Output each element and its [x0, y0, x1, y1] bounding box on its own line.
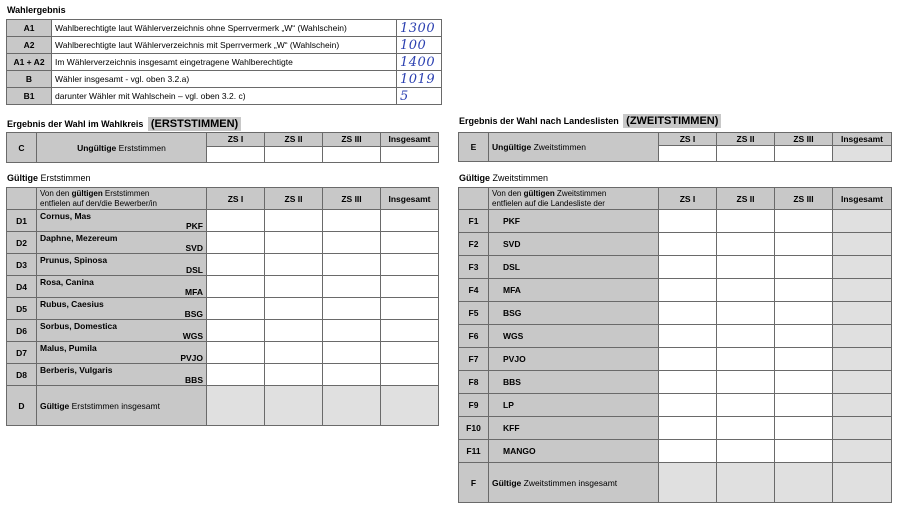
- party-list-zs2-input[interactable]: [717, 256, 775, 279]
- candidate-cell: [37, 364, 207, 386]
- candidate-total-input[interactable]: [381, 254, 439, 276]
- erst-c-zs2-input[interactable]: [265, 146, 323, 162]
- party-list-name: WGS: [489, 325, 659, 348]
- candidate-total-input[interactable]: [381, 298, 439, 320]
- zweit-header-label: Von den gültigen Zweitstimmen entfielen auf die Landesliste der: [489, 188, 659, 210]
- erst-c-col-1: ZS I: [207, 133, 265, 147]
- candidate-zs3-input[interactable]: [323, 298, 381, 320]
- wahlergebnis-table: [6, 19, 442, 105]
- wahl-value[interactable]: 1300: [397, 20, 442, 37]
- zweit-gueltige-label: Gültige Zweitstimmen: [459, 173, 549, 183]
- zweit-e-col-1: ZS I: [659, 133, 717, 146]
- party-list-name: DSL: [489, 256, 659, 279]
- erst-gueltige-table: [6, 187, 439, 426]
- candidate-name: Rubus, Caesius: [40, 299, 104, 309]
- erst-ungueltige-table: [6, 132, 439, 163]
- party-list-code: F9: [459, 394, 489, 417]
- party-list-total-input[interactable]: [833, 256, 892, 279]
- zweit-e-zs1-input[interactable]: [659, 145, 717, 161]
- candidate-total-input[interactable]: [381, 364, 439, 386]
- candidate-zs1-input[interactable]: [207, 342, 265, 364]
- party-list-total-input[interactable]: [833, 325, 892, 348]
- candidate-cell: [37, 342, 207, 364]
- party-list-zs3-input[interactable]: [775, 440, 833, 463]
- party-list-row: [459, 279, 892, 302]
- party-list-zs2-input[interactable]: [717, 417, 775, 440]
- zweit-col-3: ZS III: [775, 188, 833, 210]
- party-list-row: [459, 256, 892, 279]
- party-list-name: BSG: [489, 302, 659, 325]
- zweit-total-code: F: [459, 463, 489, 503]
- candidate-zs3-input[interactable]: [323, 320, 381, 342]
- party-list-code: F4: [459, 279, 489, 302]
- party-list-code: F8: [459, 371, 489, 394]
- party-list-zs3-input[interactable]: [775, 371, 833, 394]
- zweit-col-1: ZS I: [659, 188, 717, 210]
- candidate-code: D5: [7, 298, 37, 320]
- party-list-row: [459, 233, 892, 256]
- candidate-party: BBS: [185, 375, 203, 385]
- wahl-label: Wähler insgesamt - vgl. oben 3.2.a): [52, 71, 397, 88]
- candidate-name: Cornus, Mas: [40, 211, 92, 221]
- party-list-zs1-input[interactable]: [659, 417, 717, 440]
- wahl-value[interactable]: 5: [397, 88, 442, 105]
- erst-col-4: Insgesamt: [381, 188, 439, 210]
- candidate-row: [7, 320, 439, 342]
- wahl-label: Wahlberechtigte laut Wählerverzeichnis ohne Sperrvermerk „W“ (Wahlschein): [52, 20, 397, 37]
- candidate-code: D8: [7, 364, 37, 386]
- wahl-code: A2: [7, 37, 52, 54]
- candidate-cell: [37, 232, 207, 254]
- candidate-total-input[interactable]: [381, 232, 439, 254]
- candidate-code: D7: [7, 342, 37, 364]
- candidate-zs2-input[interactable]: [265, 320, 323, 342]
- party-list-zs2-input[interactable]: [717, 371, 775, 394]
- party-list-code: F6: [459, 325, 489, 348]
- party-list-zs2-input[interactable]: [717, 325, 775, 348]
- candidate-total-input[interactable]: [381, 320, 439, 342]
- party-list-row: [459, 371, 892, 394]
- candidate-total-input[interactable]: [381, 210, 439, 232]
- erst-total-zs1[interactable]: [207, 386, 265, 426]
- erst-title: Ergebnis der Wahl im Wahlkreis (ERSTSTIMMEN): [7, 114, 241, 132]
- party-list-total-input[interactable]: [833, 440, 892, 463]
- party-list-zs2-input[interactable]: [717, 394, 775, 417]
- party-list-name: PVJO: [489, 348, 659, 371]
- candidate-row: [7, 210, 439, 232]
- erst-c-zs1-input[interactable]: [207, 146, 265, 162]
- candidate-total-input[interactable]: [381, 342, 439, 364]
- party-list-total-input[interactable]: [833, 348, 892, 371]
- erst-col-2: ZS II: [265, 188, 323, 210]
- candidate-zs3-input[interactable]: [323, 254, 381, 276]
- wahlergebnis-row: [7, 71, 442, 88]
- candidate-zs1-input[interactable]: [207, 320, 265, 342]
- candidate-zs2-input[interactable]: [265, 276, 323, 298]
- zweit-e-col-2: ZS II: [717, 133, 775, 146]
- candidate-name: Malus, Pumila: [40, 343, 97, 353]
- candidate-cell: [37, 210, 207, 232]
- candidate-code: D3: [7, 254, 37, 276]
- candidate-party: MFA: [185, 287, 203, 297]
- party-list-name: BBS: [489, 371, 659, 394]
- party-list-name: MANGO: [489, 440, 659, 463]
- candidate-cell: [37, 254, 207, 276]
- wahl-value[interactable]: 100: [397, 37, 442, 54]
- zweit-ungueltige-table: [458, 132, 892, 162]
- candidate-cell: [37, 320, 207, 342]
- wahl-code: B1: [7, 88, 52, 105]
- party-list-zs1-input[interactable]: [659, 440, 717, 463]
- party-list-zs2-input[interactable]: [717, 348, 775, 371]
- candidate-name: Berberis, Vulgaris: [40, 365, 113, 375]
- party-list-name: PKF: [489, 210, 659, 233]
- party-list-zs1-input[interactable]: [659, 371, 717, 394]
- candidate-code: D6: [7, 320, 37, 342]
- candidate-zs2-input[interactable]: [265, 254, 323, 276]
- party-list-zs3-input[interactable]: [775, 394, 833, 417]
- party-list-zs3-input[interactable]: [775, 233, 833, 256]
- party-list-name: SVD: [489, 233, 659, 256]
- wahl-code: B: [7, 71, 52, 88]
- zweit-e-col-4: Insgesamt: [833, 133, 892, 146]
- zweit-e-zs3-input[interactable]: [775, 145, 833, 161]
- wahlergebnis-row: [7, 37, 442, 54]
- erst-c-zs3-input[interactable]: [323, 146, 381, 162]
- candidate-row: [7, 232, 439, 254]
- party-list-total-input[interactable]: [833, 279, 892, 302]
- candidate-zs3-input[interactable]: [323, 210, 381, 232]
- erst-col-1: ZS I: [207, 188, 265, 210]
- party-list-code: F3: [459, 256, 489, 279]
- candidate-cell: [37, 298, 207, 320]
- erst-c-col-3: ZS III: [323, 133, 381, 147]
- candidate-zs3-input[interactable]: [323, 364, 381, 386]
- candidate-row: [7, 342, 439, 364]
- wahlergebnis-row: [7, 20, 442, 37]
- party-list-zs3-input[interactable]: [775, 279, 833, 302]
- erst-total-zs3[interactable]: [323, 386, 381, 426]
- party-list-row: [459, 440, 892, 463]
- candidate-zs1-input[interactable]: [207, 276, 265, 298]
- party-list-row: [459, 210, 892, 233]
- party-list-name: KFF: [489, 417, 659, 440]
- party-list-zs2-input[interactable]: [717, 302, 775, 325]
- candidate-zs2-input[interactable]: [265, 210, 323, 232]
- zweit-e-label: Ungültige Zweitstimmen: [489, 133, 659, 162]
- zweit-total-zs2[interactable]: [717, 463, 775, 503]
- wahl-value[interactable]: 1400: [397, 54, 442, 71]
- zweit-e-total-input[interactable]: [833, 145, 892, 161]
- candidate-zs1-input[interactable]: [207, 254, 265, 276]
- candidate-code: D1: [7, 210, 37, 232]
- erst-total-sum[interactable]: [381, 386, 439, 426]
- candidate-zs1-input[interactable]: [207, 232, 265, 254]
- erst-c-col-2: ZS II: [265, 133, 323, 147]
- party-list-name: LP: [489, 394, 659, 417]
- candidate-party: PVJO: [180, 353, 203, 363]
- candidate-row: [7, 254, 439, 276]
- party-list-zs1-input[interactable]: [659, 233, 717, 256]
- candidate-row: [7, 276, 439, 298]
- candidate-zs3-input[interactable]: [323, 342, 381, 364]
- party-list-code: F10: [459, 417, 489, 440]
- candidate-zs1-input[interactable]: [207, 364, 265, 386]
- party-list-zs3-input[interactable]: [775, 325, 833, 348]
- party-list-zs2-input[interactable]: [717, 279, 775, 302]
- candidate-name: Rosa, Canina: [40, 277, 94, 287]
- party-list-zs1-input[interactable]: [659, 279, 717, 302]
- party-list-zs2-input[interactable]: [717, 233, 775, 256]
- zweit-e-col-3: ZS III: [775, 133, 833, 146]
- party-list-zs3-input[interactable]: [775, 256, 833, 279]
- zweit-total-label: Gültige Zweitstimmen insgesamt: [489, 463, 659, 503]
- candidate-party: BSG: [184, 309, 203, 319]
- party-list-zs1-input[interactable]: [659, 302, 717, 325]
- wahl-code: A1: [7, 20, 52, 37]
- party-list-total-input[interactable]: [833, 394, 892, 417]
- party-list-name: MFA: [489, 279, 659, 302]
- candidate-cell: [37, 276, 207, 298]
- candidate-party: DSL: [186, 265, 203, 275]
- erst-total-code: D: [7, 386, 37, 426]
- wahl-value[interactable]: 1019: [397, 71, 442, 88]
- zweit-title: Ergebnis der Wahl nach Landeslisten (ZWEITSTIMMEN): [459, 111, 721, 129]
- candidate-zs3-input[interactable]: [323, 232, 381, 254]
- candidate-zs1-input[interactable]: [207, 298, 265, 320]
- party-list-code: F5: [459, 302, 489, 325]
- wahl-code: A1 + A2: [7, 54, 52, 71]
- zweit-total-zs3[interactable]: [775, 463, 833, 503]
- erst-header-label: Von den gültigen Erststimmen entfielen auf den/die Bewerber/in: [37, 188, 207, 210]
- party-list-code: F1: [459, 210, 489, 233]
- party-list-code: F7: [459, 348, 489, 371]
- wahlergebnis-row: [7, 54, 442, 71]
- candidate-zs2-input[interactable]: [265, 364, 323, 386]
- party-list-row: [459, 302, 892, 325]
- zweit-col-2: ZS II: [717, 188, 775, 210]
- zweit-total-zs1[interactable]: [659, 463, 717, 503]
- candidate-zs3-input[interactable]: [323, 276, 381, 298]
- party-list-zs3-input[interactable]: [775, 417, 833, 440]
- party-list-total-input[interactable]: [833, 233, 892, 256]
- candidate-row: [7, 364, 439, 386]
- wahlergebnis-row: [7, 88, 442, 105]
- erst-c-label: Ungültige Erststimmen: [37, 133, 207, 163]
- zweit-e-zs2-input[interactable]: [717, 145, 775, 161]
- zweit-col-4: Insgesamt: [833, 188, 892, 210]
- erst-title-highlight: (ERSTSTIMMEN): [148, 117, 241, 131]
- zweit-title-highlight: (ZWEITSTIMMEN): [623, 114, 721, 128]
- party-list-zs1-input[interactable]: [659, 348, 717, 371]
- party-list-row: [459, 394, 892, 417]
- party-list-zs1-input[interactable]: [659, 256, 717, 279]
- wahl-label: Wahlberechtigte laut Wählerverzeichnis mit Sperrvermerk „W“ (Wahlschein): [52, 37, 397, 54]
- candidate-name: Prunus, Spinosa: [40, 255, 108, 265]
- party-list-zs1-input[interactable]: [659, 210, 717, 233]
- erst-col-3: ZS III: [323, 188, 381, 210]
- party-list-code: F11: [459, 440, 489, 463]
- zweit-total-sum[interactable]: [833, 463, 892, 503]
- candidate-zs2-input[interactable]: [265, 298, 323, 320]
- party-list-code: F2: [459, 233, 489, 256]
- party-list-total-input[interactable]: [833, 371, 892, 394]
- party-list-total-input[interactable]: [833, 417, 892, 440]
- party-list-zs2-input[interactable]: [717, 440, 775, 463]
- candidate-party: WGS: [182, 331, 203, 341]
- party-list-total-input[interactable]: [833, 302, 892, 325]
- candidate-name: Daphne, Mezereum: [40, 233, 118, 243]
- wahlergebnis-title: Wahlergebnis: [7, 5, 66, 15]
- party-list-zs1-input[interactable]: [659, 394, 717, 417]
- candidate-zs1-input[interactable]: [207, 210, 265, 232]
- candidate-code: D4: [7, 276, 37, 298]
- erst-c-code: C: [7, 133, 37, 163]
- candidate-zs2-input[interactable]: [265, 232, 323, 254]
- candidate-name: Sorbus, Domestica: [40, 321, 117, 331]
- erst-total-label: Gültige Erststimmen insgesamt: [37, 386, 207, 426]
- party-list-row: [459, 325, 892, 348]
- candidate-row: [7, 298, 439, 320]
- candidate-total-input[interactable]: [381, 276, 439, 298]
- party-list-zs1-input[interactable]: [659, 325, 717, 348]
- zweit-gueltige-table: [458, 187, 892, 503]
- erst-c-col-4: Insgesamt: [381, 133, 439, 147]
- party-list-zs3-input[interactable]: [775, 302, 833, 325]
- candidate-party: SVD: [185, 243, 203, 253]
- party-list-row: [459, 348, 892, 371]
- wahl-label: Im Wählerverzeichnis insgesamt eingetragene Wahlberechtigte: [52, 54, 397, 71]
- party-list-total-input[interactable]: [833, 210, 892, 233]
- candidate-party: PKF: [186, 221, 203, 231]
- erst-gueltige-label: Gültige Erststimmen: [7, 173, 91, 183]
- party-list-row: [459, 417, 892, 440]
- wahl-label: darunter Wähler mit Wahlschein – vgl. oben 3.2. c): [52, 88, 397, 105]
- erst-c-total-input[interactable]: [381, 146, 439, 162]
- zweit-e-code: E: [459, 133, 489, 162]
- party-list-zs2-input[interactable]: [717, 210, 775, 233]
- candidate-code: D2: [7, 232, 37, 254]
- party-list-zs3-input[interactable]: [775, 348, 833, 371]
- candidate-zs2-input[interactable]: [265, 342, 323, 364]
- party-list-zs3-input[interactable]: [775, 210, 833, 233]
- erst-total-zs2[interactable]: [265, 386, 323, 426]
